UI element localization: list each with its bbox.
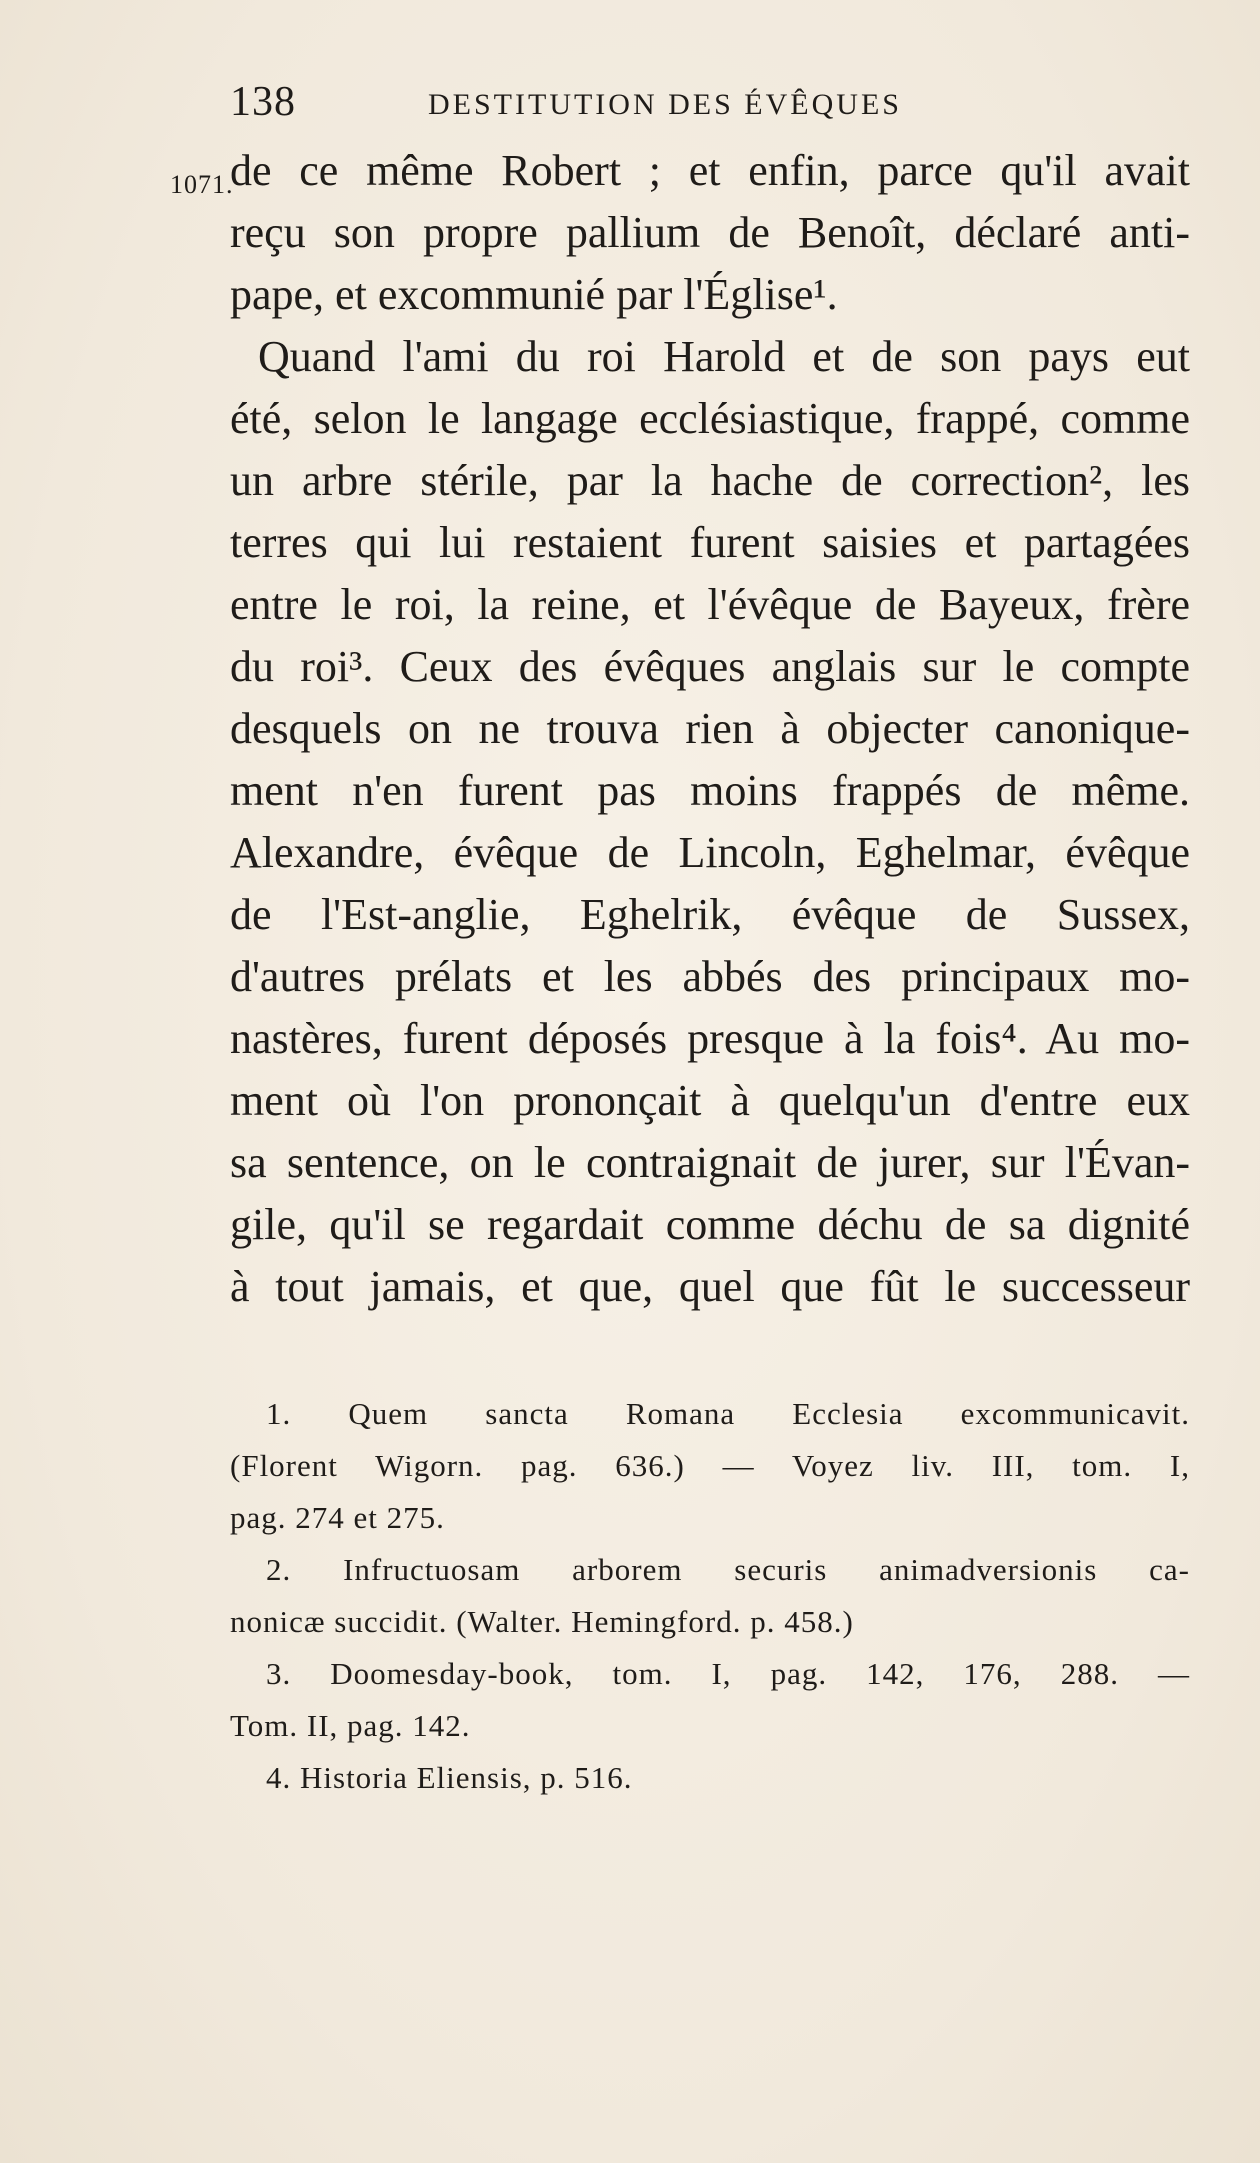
footnote-line: 3. Doomesday-book, tom. I, pag. 142, 176, 288. — — [266, 1656, 1190, 1691]
text-line: un arbre stérile, par la hache de correction², les — [230, 456, 1190, 505]
running-title: DESTITUTION DES ÉVÊQUES — [428, 88, 902, 121]
text-line: desquels on ne trouva rien à objecter canonique- — [230, 704, 1190, 753]
text-line: du roi³. Ceux des évêques anglais sur le compte — [230, 642, 1190, 691]
text-line: Quand l'ami du roi Harold et de son pays eut — [258, 332, 1190, 381]
text-line: ment n'en furent pas moins frappés de même. — [230, 766, 1190, 815]
footnote-line: pag. 274 et 275. — [230, 1500, 445, 1535]
text-line: d'autres prélats et les abbés des principaux mo- — [230, 952, 1190, 1001]
text-line: ment où l'on prononçait à quelqu'un d'entre eux — [230, 1076, 1190, 1125]
footnote-line: nonicæ succidit. (Walter. Hemingford. p. 458.) — [230, 1604, 854, 1639]
text-line: été, selon le langage ecclésiastique, frappé, comme — [230, 394, 1190, 443]
footnote-line: 4. Historia Eliensis, p. 516. — [266, 1760, 633, 1795]
footnote-line: (Florent Wigorn. pag. 636.) — Voyez liv. III, tom. I, — [230, 1448, 1190, 1483]
text-line: de ce même Robert ; et enfin, parce qu'il avait — [230, 146, 1190, 195]
text-line: pape, et excommunié par l'Église¹. — [230, 270, 838, 319]
text-line: nastères, furent déposés presque à la fois⁴. Au mo- — [230, 1014, 1190, 1063]
body-text — [230, 140, 1190, 1318]
footnote-line: 1. Quem sancta Romana Ecclesia excommunicavit. — [266, 1396, 1190, 1431]
text-line: Alexandre, évêque de Lincoln, Eghelmar, évêque — [230, 828, 1190, 877]
text-line: gile, qu'il se regardait comme déchu de sa dignité — [230, 1200, 1190, 1249]
text-line: terres qui lui restaient furent saisies et partagées — [230, 518, 1190, 567]
footnotes — [230, 1388, 1190, 1804]
text-line: sa sentence, on le contraignait de jurer, sur l'Évan- — [230, 1138, 1190, 1187]
page-number: 138 — [230, 79, 296, 125]
text-line: entre le roi, la reine, et l'évêque de Bayeux, frère — [230, 580, 1190, 629]
text-line: à tout jamais, et que, quel que fût le successeur — [230, 1262, 1190, 1311]
text-line: reçu son propre pallium de Benoît, déclaré anti- — [230, 208, 1190, 257]
running-head — [230, 78, 990, 128]
margin-year: 1071. — [170, 170, 234, 199]
footnote-line: Tom. II, pag. 142. — [230, 1708, 471, 1743]
text-line: de l'Est-anglie, Eghelrik, évêque de Sussex, — [230, 890, 1190, 939]
footnote-line: 2. Infructuosam arborem securis animadversionis ca- — [266, 1552, 1190, 1587]
